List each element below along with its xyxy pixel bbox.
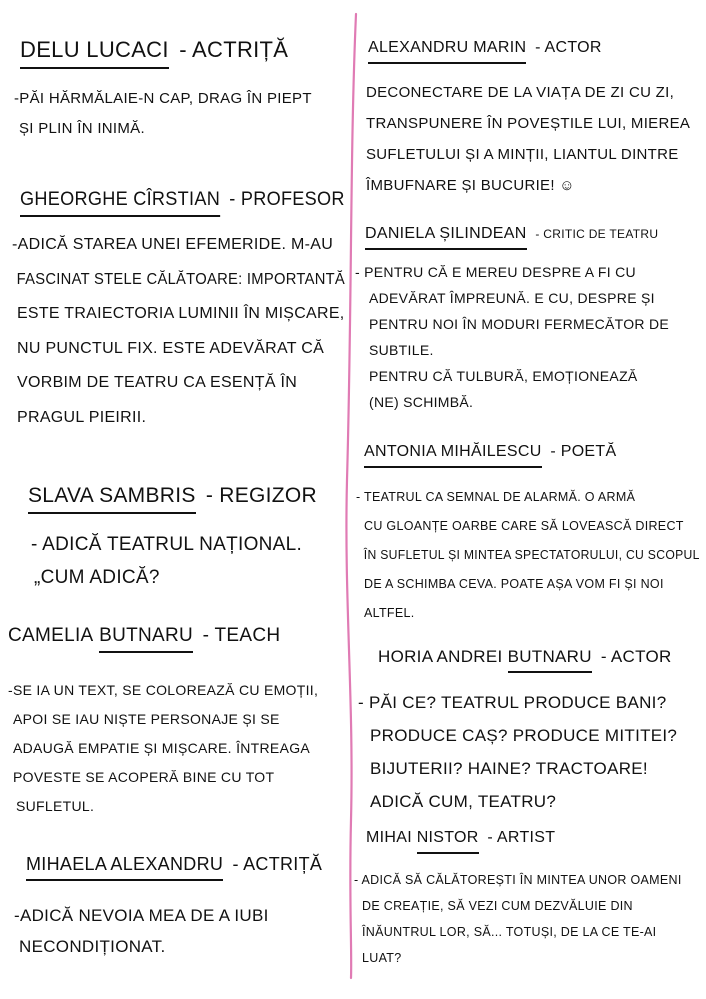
quote-text bbox=[8, 676, 345, 821]
quote-text bbox=[26, 528, 345, 594]
quote-line: PRAGUL PIEIRII. bbox=[17, 408, 147, 426]
quote-heading bbox=[368, 37, 602, 64]
quote-text bbox=[14, 900, 345, 962]
quote-line: PENTRU NOI ÎN MODURI FERMECĂTOR DE bbox=[369, 316, 670, 332]
quote-text bbox=[14, 84, 345, 144]
person-name-part: HORIA ANDREI bbox=[378, 647, 503, 666]
person-name-part: MIHAI bbox=[366, 829, 412, 846]
person-role: - PROFESOR bbox=[229, 189, 345, 210]
quote-line: ÎNĂUNTRUL LOR, SĂ... TOTUȘI, DE LA CE TE-AI bbox=[362, 925, 657, 939]
quote-line: ADEVĂRAT ÎMPREUNĂ. E CU, DESPRE ȘI bbox=[369, 290, 655, 306]
quote-line: DE CREAȚIE, SĂ VEZI CUM DEZVĂLUIE DIN bbox=[362, 899, 633, 913]
person-role: - ACTOR bbox=[600, 647, 672, 666]
person-name: SLAVA SAMBRIS bbox=[28, 482, 196, 514]
quote-line: NU PUNCTUL FIX. ESTE ADEVĂRAT CĂ bbox=[17, 339, 325, 357]
quote-line: - TEATRUL CA SEMNAL DE ALARMĂ. O ARMĂ bbox=[356, 489, 636, 504]
quote-line: CU GLOANȚE OARBE CARE SĂ LOVEASCĂ DIRECT bbox=[364, 518, 684, 533]
quote-line: DE A SCHIMBA CEVA. POATE AȘA VOM FI ȘI NOI bbox=[364, 576, 664, 591]
quote-heading bbox=[28, 482, 317, 514]
divider-stroke bbox=[346, 14, 356, 978]
quote-line: APOI SE IAU NIȘTE PERSONAJE ȘI SE bbox=[13, 711, 280, 727]
quote-line: - PĂI CE? TEATRUL PRODUCE BANI? bbox=[358, 692, 667, 712]
quote-line: POVESTE SE ACOPERĂ BINE CU TOT bbox=[13, 769, 275, 785]
quote-line: SUFLETULUI ȘI A MINȚII, LIANTUL DINTRE bbox=[366, 146, 679, 163]
quote-line: ÎN SUFLETUL ȘI MINTEA SPECTATORULUI, CU SCOPUL bbox=[363, 547, 700, 562]
quote-heading bbox=[8, 624, 280, 653]
person-role: - CRITIC DE TEATRU bbox=[535, 227, 659, 241]
quote-line: BIJUTERII? HAINE? TRACTOARE! bbox=[370, 758, 648, 778]
person-name: DELU LUCACI bbox=[20, 36, 169, 69]
quote-line: -ADICĂ NEVOIA MEA DE A IUBI bbox=[14, 906, 269, 925]
quote-text bbox=[355, 259, 700, 415]
person-role: - ACTOR bbox=[535, 39, 602, 56]
person-role: - ACTRIȚĂ bbox=[232, 854, 323, 874]
quote-line: ȘI PLIN ÎN INIMĂ. bbox=[19, 120, 145, 137]
quote-heading bbox=[366, 827, 555, 854]
quote-line: -ADICĂ STAREA UNEI EFEMERIDE. M-AU bbox=[12, 236, 334, 253]
quote-line: DECONECTARE DE LA VIAȚA DE ZI CU ZI, bbox=[366, 84, 675, 101]
quote-line: SUBTILE. bbox=[369, 342, 434, 358]
quote-line: TRANSPUNERE ÎN POVEȘTILE LUI, MIEREA bbox=[366, 115, 691, 132]
quote-line: ADAUGĂ EMPATIE ȘI MIȘCARE. ÎNTREAGA bbox=[13, 740, 311, 756]
quote-line: ALTFEL. bbox=[364, 605, 415, 620]
person-role: - ARTIST bbox=[487, 829, 556, 846]
person-role: - POETĂ bbox=[550, 443, 617, 460]
quote-line: ADICĂ CUM, TEATRU? bbox=[370, 791, 557, 811]
quote-text bbox=[356, 483, 700, 628]
quote-heading bbox=[26, 852, 322, 881]
person-name: BUTNARU bbox=[508, 645, 592, 673]
quote-line: NECONDIȚIONAT. bbox=[19, 937, 166, 956]
quote-line: PRODUCE CAȘ? PRODUCE MITITEI? bbox=[370, 725, 678, 745]
quote-heading bbox=[20, 36, 288, 69]
quote-line: „CUM ADICĂ? bbox=[34, 567, 160, 588]
quote-heading bbox=[364, 441, 616, 468]
quote-heading bbox=[365, 223, 658, 250]
quote-line: SUFLETUL. bbox=[16, 798, 95, 814]
person-name-part: CAMELIA bbox=[8, 625, 94, 646]
quote-text bbox=[12, 228, 345, 435]
quote-line: - PENTRU CĂ E MEREU DESPRE A FI CU bbox=[355, 264, 636, 280]
quote-text bbox=[354, 867, 700, 971]
person-role: - TEACH bbox=[202, 625, 281, 646]
person-role: - ACTRIȚĂ bbox=[179, 37, 289, 62]
quote-line: FASCINAT STELE CĂLĂTOARE: IMPORTANTĂ bbox=[16, 270, 346, 288]
person-role: - REGIZOR bbox=[205, 484, 318, 507]
person-name: ALEXANDRU MARIN bbox=[368, 37, 526, 64]
person-name: ANTONIA MIHĂILESCU bbox=[364, 441, 542, 468]
quote-line: VORBIM DE TEATRU CA ESENȚĂ ÎN bbox=[17, 374, 298, 391]
quote-line: -SE IA UN TEXT, SE COLOREAZĂ CU EMOȚII, bbox=[8, 682, 319, 698]
quote-line: PENTRU CĂ TULBURĂ, EMOȚIONEAZĂ bbox=[369, 368, 638, 384]
quote-heading bbox=[20, 188, 345, 217]
quote-line: ESTE TRAIECTORIA LUMINII ÎN MIȘCARE, bbox=[16, 305, 345, 322]
person-name: DANIELA ȘILINDEAN bbox=[365, 223, 527, 250]
quote-text bbox=[366, 77, 700, 201]
quote-line: (NE) SCHIMBĂ. bbox=[369, 394, 474, 410]
quote-text bbox=[358, 686, 700, 818]
quote-line: - ADICĂ SĂ CĂLĂTOREȘTI ÎN MINTEA UNOR OAMENI bbox=[354, 873, 682, 887]
person-name: MIHAELA ALEXANDRU bbox=[26, 852, 223, 881]
quote-line: -PĂI HĂRMĂLAIE-N CAP, DRAG ÎN PIEPT bbox=[14, 90, 312, 107]
quote-line: LUAT? bbox=[362, 951, 402, 965]
person-name: NISTOR bbox=[417, 827, 479, 854]
person-name: GHEORGHE CÎRSTIAN bbox=[20, 188, 220, 217]
quote-heading bbox=[378, 645, 672, 673]
quote-line: - ADICĂ TEATRUL NAȚIONAL. bbox=[31, 534, 303, 555]
person-name: BUTNARU bbox=[99, 624, 193, 653]
quote-line: ÎMBUFNARE ȘI BUCURIE! ☺ bbox=[366, 177, 575, 194]
